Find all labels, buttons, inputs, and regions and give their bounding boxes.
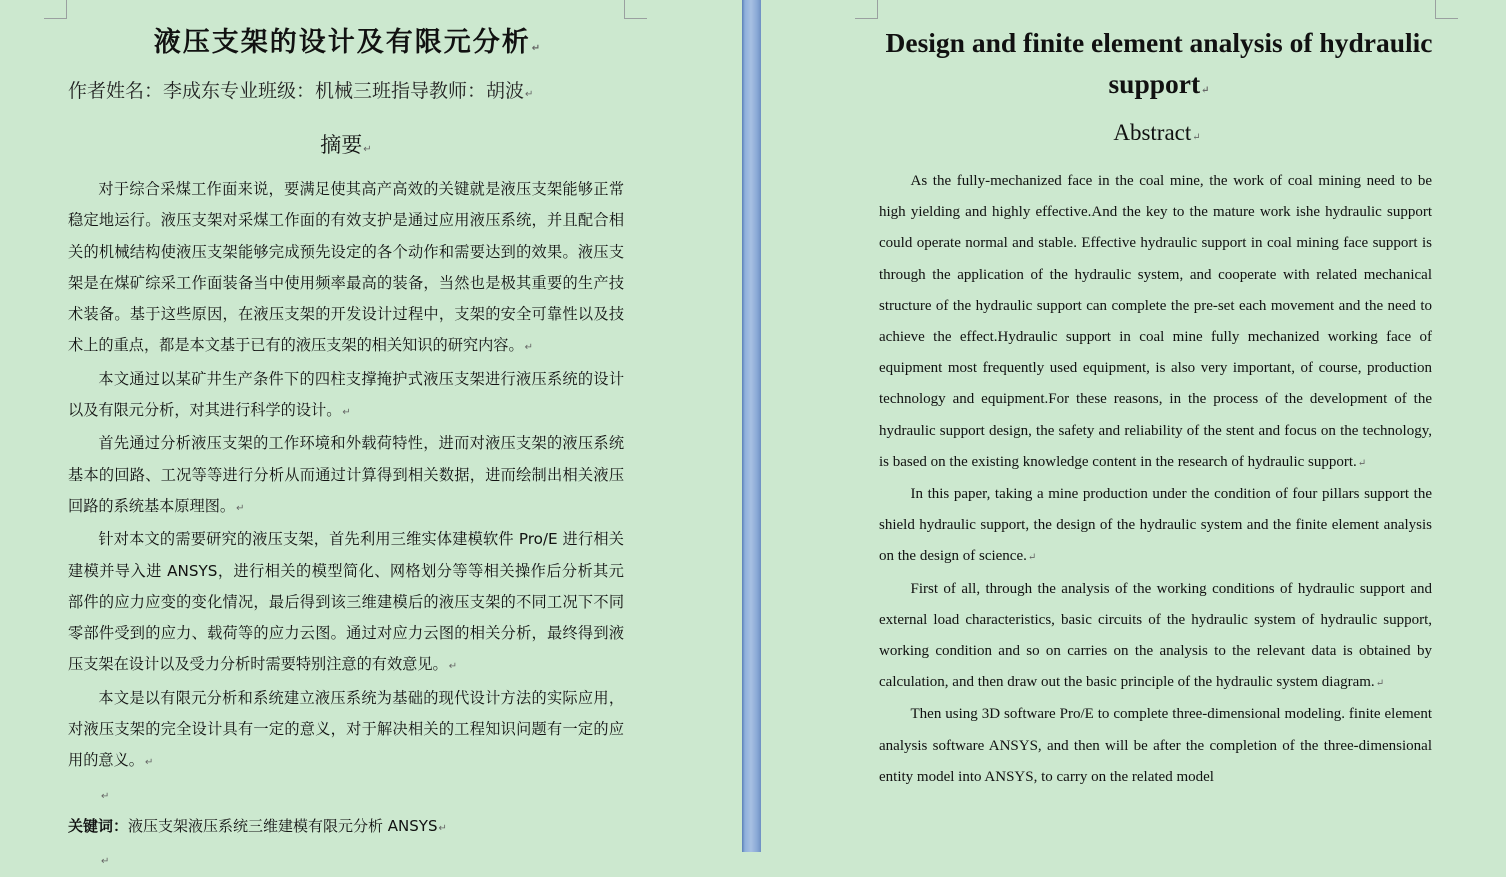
paragraph-mark-icon: ↵ (1357, 457, 1367, 469)
chinese-paragraph-text: 本文通过以某矿井生产条件下的四柱支撑掩护式液压支架进行液压系统的设计以及有限元分析，对其进行科学的设计。 (68, 369, 624, 420)
document-page-left[interactable] (0, 0, 742, 867)
margin-corner-mark (1435, 0, 1458, 19)
chinese-paragraph-2 (68, 364, 624, 429)
paragraph-mark-icon: ↵ (342, 407, 351, 419)
english-paragraph-2 (879, 479, 1432, 574)
chinese-paragraph-text: 对于综合采煤工作面来说，要满足使其高产高效的关键就是液压支架能够正常稳定地运行。液压支架对采煤工作面的有效支护是通过应用液压系统，并且配合相关的机械结构使液压支架能够完成预先设定的各个动作和需要达到的效果。液压支架是在煤矿综采工作面装备当中使用频率最高的装备，当然也是极其重要的生产技术装备。基于这些原因，在液压支架的开发设计过程中，支架的安全可靠性以及技术上的重点，都是本文基于已有的液压支架的相关知识的研究内容。 (68, 180, 624, 355)
chinese-title-text: 液压支架的设计及有限元分析 (153, 27, 531, 58)
page-gutter (742, 0, 761, 852)
author-line (68, 76, 533, 103)
keywords-text: 液压支架液压系统三维建模有限元分析 ANSYS (128, 816, 438, 835)
keywords-line (68, 811, 624, 844)
document-page-right[interactable] (761, 0, 1506, 852)
english-paragraph-text: First of all, through the analysis of the working conditions of hydraulic support and external load characteristics, basic circuits of the hydraulic system of hydraulic support, working condition and so on carries on the analysis to the relevant data is obtained by calculation, and then draw out the basic principle of the hydraulic system diagram. (879, 580, 1432, 691)
paragraph-mark-icon: ↵ (144, 757, 154, 769)
english-paragraph-text: Then using 3D software Pro/E to complete three-dimensional modeling. finite element analysis software ANSYS, and then will be after the completion of the three-dimensional entity model into ANSYS, to carry on the related model (879, 706, 1432, 785)
keywords-label: 关键词： (68, 816, 129, 835)
paragraph-mark-icon: ↵ (236, 502, 245, 514)
paragraph-mark-icon: ↵ (1375, 678, 1385, 690)
chinese-paragraph-3 (68, 428, 624, 524)
english-abstract-body (879, 166, 1432, 793)
english-title-text: Design and finite element analysis of hydraulic support (885, 27, 1433, 99)
chinese-abstract-body (68, 174, 624, 875)
chinese-paragraph-4 (68, 524, 624, 682)
chinese-paragraph-1 (68, 174, 624, 364)
paragraph-mark-icon: ↵ (1027, 552, 1037, 564)
author-line-text: 作者姓名：李成东专业班级：机械三班指导教师：胡波 (68, 80, 525, 102)
english-paragraph-text: In this paper, taking a mine production under the condition of four pillars support the shield hydraulic support, the design of the hydraulic system and the finite element analysis on the design of science. (879, 486, 1432, 565)
english-abstract-heading-text: Abstract (1113, 120, 1192, 145)
paragraph-mark-icon: ↵ (1192, 132, 1201, 143)
chinese-abstract-heading-text: 摘要 (320, 133, 363, 157)
english-paragraph-3 (879, 574, 1432, 700)
margin-corner-mark (855, 0, 878, 19)
english-abstract-heading (879, 120, 1435, 146)
chinese-abstract-heading (68, 129, 624, 159)
margin-corner-mark (44, 0, 67, 19)
margin-corner-mark (624, 0, 647, 19)
english-paragraph-4 (879, 699, 1432, 793)
english-paragraph-1 (879, 166, 1432, 479)
paragraph-mark-icon: ↵ (1201, 85, 1210, 96)
chinese-paragraph-5 (68, 683, 624, 779)
chinese-paragraph-text: 针对本文的需要研究的液压支架，首先利用三维实体建模软件 Pro/E 进行相关建模并导入进 ANSYS，进行相关的模型简化、网格划分等等相关操作后分析其元部件的应力应变的变化情况，最后得到该三维建模后的液压支架的不同工况下不同零部件受到的应力、载荷等的应力云图。通过对应力云图的相关分析，最终得到液压支架在设计以及受力分析时需要特别注意的有效意见。 (68, 530, 624, 674)
english-title (879, 22, 1439, 111)
paragraph-mark-icon: ↵ (438, 822, 447, 834)
chinese-title (68, 20, 628, 59)
paragraph-mark-icon: ↵ (101, 855, 110, 867)
paragraph-mark-icon: ↵ (448, 661, 458, 673)
chinese-paragraph-text: 首先通过分析液压支架的工作环境和外载荷特性，进而对液压支架的液压系统基本的回路、工况等等进行分析从而通过计算得到相关数据，进而绘制出相关液压回路的系统基本原理图。 (68, 434, 624, 515)
paragraph-mark-icon: ↵ (101, 790, 110, 802)
english-paragraph-text: As the fully-mechanized face in the coal mine, the work of coal mining need to be high yielding and highly effective.And the key to the mature work ishe hydraulic support could operate normal and stable. Effective hydraulic support in coal mining face support is through the application of the hydraulic system, and cooperate with related mechanical structure of the hydraulic support can complete the pre-set each movement and the need to achieve the effect.Hydraulic support in coal mine fully mechanized working face of equipment most frequently used equipment, is also very important, of course, production technology and equipment.For these reasons, in the process of the development of the hydraulic support design, the safety and reliability of the stent and focus on the technology, is based on the existing knowledge content in the research of hydraulic support. (879, 173, 1432, 470)
empty-paragraph (68, 779, 624, 810)
paragraph-mark-icon: ↵ (525, 89, 534, 100)
chinese-paragraph-text: 本文是以有限元分析和系统建立液压系统为基础的现代设计方法的实际应用，对液压支架的完全设计具有一定的意义，对于解决相关的工程知识问题有一定的应用的意义。 (68, 688, 624, 770)
paragraph-mark-icon: ↵ (363, 144, 372, 155)
paragraph-mark-icon: ↵ (531, 43, 543, 54)
paragraph-mark-icon: ↵ (524, 342, 534, 354)
empty-paragraph (68, 844, 624, 875)
